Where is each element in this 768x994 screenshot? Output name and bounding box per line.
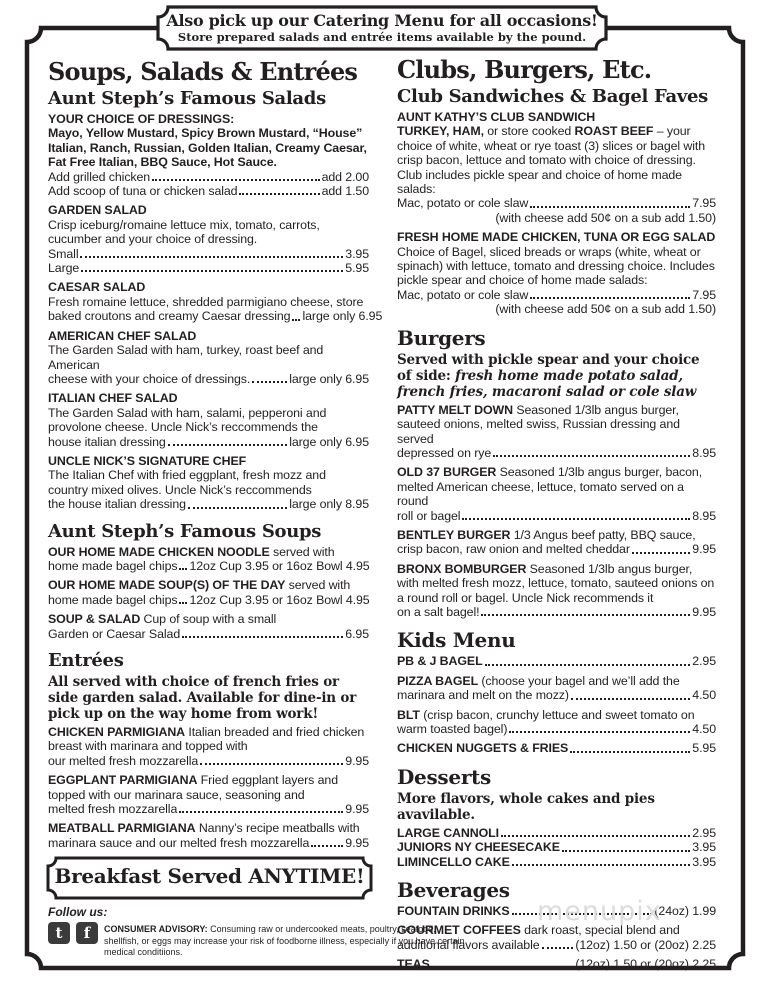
item-desc-bold: TURKEY, HAM, — [397, 124, 484, 139]
catering-banner-title: Also pick up our Catering Menu for all occasions! — [166, 11, 598, 30]
subheading-club-sandwiches: Club Sandwiches & Bagel Faves — [397, 86, 709, 107]
item-desc: (crisp bacon, crunchy lettuce and sweet tomato on — [423, 707, 695, 722]
price-row — [397, 196, 716, 210]
social-icons — [48, 922, 98, 944]
dot-leader — [530, 206, 690, 208]
dot-leader — [311, 845, 343, 847]
heading-soups-salads-entrees: Soups, Salads & Entrées — [48, 57, 358, 86]
item-price: (24oz) 1.99 — [654, 904, 716, 919]
desc-tail: house italian dressing — [48, 434, 166, 449]
price-row — [397, 542, 716, 556]
subheading-desserts: Desserts — [397, 764, 491, 789]
desc-tail: crisp bacon, raw onion and melted cheddar — [397, 542, 630, 557]
menu-item-aunt-kathys-club — [397, 110, 716, 225]
menu-item-juniors-ny-cheesecake — [397, 840, 716, 854]
menu-item-bronx-bomburger — [397, 562, 716, 620]
addon-label: Add grilled chicken — [48, 169, 151, 184]
desc-tail: Mac, potato or cole slaw — [397, 196, 529, 211]
item-name: BENTLEY BURGER — [397, 527, 511, 542]
addon-label: Add scoop of tuna or chicken salad — [48, 184, 238, 199]
item-desc: Seasoned 1/3lb angus burger, with melted fresh mozz, lettuce, tomato, sauteed onions on a round roll or bagel. Uncle Nick recommends it — [397, 561, 715, 605]
item-price: 6.95 — [345, 626, 369, 641]
dot-leader — [188, 507, 287, 509]
price-row — [48, 802, 369, 816]
desc-tail: home made bagel chips — [48, 592, 178, 607]
item-name: CAESAR SALAD — [48, 280, 146, 295]
item-name: MEATBALL PARMIGIANA — [48, 821, 196, 836]
desc-tail: depressed on rye — [397, 445, 492, 460]
dot-leader — [570, 751, 690, 753]
subheading-entrees: Entrées — [48, 650, 124, 671]
menu-item-limincello-cake — [397, 855, 716, 869]
left-column — [48, 57, 383, 850]
menu-item-eggplant-parmigiana — [48, 773, 369, 816]
item-price: 4.50 — [692, 722, 716, 736]
item-price: 12oz Cup 3.95 or 16oz Bowl 4.95 — [189, 592, 370, 607]
item-price: 5.95 — [345, 261, 369, 276]
subheading-burgers: Burgers — [397, 325, 486, 350]
item-name: TEAS — [397, 957, 430, 972]
item-desc: served with — [272, 544, 335, 559]
desc-tail: roll or bagel — [397, 508, 461, 523]
menu-item-fresh-chicken-tuna-egg-salad — [397, 230, 716, 316]
dot-leader — [530, 297, 690, 299]
item-desc: The Garden Salad with ham, salami, pepperoni and provolone cheese. Uncle Nick’s reccommends the — [48, 405, 327, 435]
item-name: UNCLE NICK’S SIGNATURE CHEF — [48, 453, 247, 468]
dot-leader — [571, 698, 690, 700]
item-price: 2.95 — [692, 825, 716, 840]
item-name: BLT — [397, 707, 420, 722]
desc-tail: melted fresh mozzarella — [48, 802, 178, 817]
price-row — [48, 247, 369, 261]
burgers-intro — [397, 352, 716, 400]
dot-leader — [200, 763, 343, 765]
dot-leader — [501, 835, 690, 837]
desc-tail: additional flavors available — [397, 937, 540, 952]
menu-item-soup-of-the-day — [48, 578, 369, 607]
menu-item-chicken-noodle-soup — [48, 545, 369, 574]
menu-item-bentley-burger — [397, 528, 716, 557]
price-row — [48, 754, 369, 768]
price-row — [48, 836, 369, 850]
menu-item-american-chef-salad — [48, 329, 369, 387]
item-desc: Cup of soup with a small — [143, 612, 277, 627]
item-price: 3.95 — [692, 854, 716, 869]
item-desc: served with — [288, 578, 351, 593]
item-price: (12oz) 1.50 or (20oz) 2.25 — [575, 937, 716, 952]
item-name: OUR HOME MADE CHICKEN NOODLE — [48, 544, 270, 559]
item-price: 9.95 — [345, 753, 369, 768]
item-name: GOURMET COFFEES — [397, 923, 521, 938]
price-row — [48, 627, 369, 641]
item-name: AMERICAN CHEF SALAD — [48, 328, 197, 343]
follow-us-label: Follow us: — [48, 905, 108, 919]
item-name: ITALIAN CHEF SALAD — [48, 391, 178, 406]
menu-item-meatball-parmigiana — [48, 821, 369, 850]
item-desc: Fresh romaine lettuce, shredded parmigiano cheese, store — [48, 294, 364, 309]
dot-leader — [542, 947, 574, 949]
item-price: large only 6.95 — [289, 371, 369, 386]
item-name: CHICKEN NUGGETS & FRIES — [397, 741, 569, 756]
menu-item-large-cannoli — [397, 826, 716, 840]
item-name: CHICKEN PARMIGIANA — [48, 725, 186, 739]
breakfast-banner-text: Breakfast Served ANYTIME! — [54, 864, 365, 888]
item-desc: – your choice of white, wheat or rye toast (3) slices or bagel with crisp bacon, lettuce and tomato with choice of dressing. Club includes pickle spear and choice of home made salads: — [397, 124, 706, 197]
price-row — [48, 559, 369, 573]
consumer-advisory — [104, 924, 472, 959]
menu-item-pizza-bagel — [397, 674, 716, 703]
item-desc: 1/3 Angus beef patty, BBQ sauce, — [513, 527, 696, 542]
item-name: LARGE CANNOLI — [397, 825, 499, 840]
item-price: 12oz Cup 3.95 or 16oz Bowl 4.95 — [189, 558, 370, 573]
addon-row-grilled-chicken — [48, 170, 369, 184]
catering-banner — [158, 11, 606, 45]
item-price: (12oz) 1.50 or (20oz) 2.25 — [575, 957, 716, 972]
dot-leader — [179, 811, 343, 813]
addon-price: add 1.50 — [321, 184, 369, 199]
item-desc: Italian breaded and fried chicken breast with marinara and topped with — [48, 725, 365, 754]
item-desc: (choose your bagel and we’ll add the — [481, 673, 680, 688]
subheading-kids-menu: Kids Menu — [397, 628, 516, 653]
item-name: BRONX BOMBURGER — [397, 561, 527, 576]
item-name: FOUNTAIN DRINKS — [397, 904, 510, 919]
item-name: PB & J BAGEL — [397, 654, 483, 669]
item-desc: dark roast, special blend and — [524, 923, 680, 938]
item-name: PIZZA BAGEL — [397, 673, 479, 688]
dot-leader — [485, 664, 691, 666]
dot-leader — [152, 179, 319, 181]
item-desc: Nanny’s recipe meatballs with — [198, 821, 360, 836]
item-price: 9.95 — [345, 802, 369, 817]
dot-leader — [493, 455, 690, 457]
dot-leader — [509, 731, 690, 733]
subheading-famous-salads: Aunt Steph’s Famous Salads — [48, 88, 326, 109]
cheese-note: (with cheese add 50¢ on a sub add 1.50) — [495, 302, 716, 317]
dot-leader — [632, 552, 690, 554]
item-price: large only 6.95 — [302, 309, 383, 324]
item-price: 7.95 — [692, 287, 716, 302]
dressings-label: YOUR CHOICE OF DRESSINGS: — [48, 112, 235, 126]
item-name: JUNIORS NY CHEESECAKE — [397, 840, 560, 855]
item-name: SOUP & SALAD — [48, 612, 141, 627]
facebook-icon: f — [76, 922, 98, 944]
price-row — [48, 261, 369, 275]
item-desc: Fried eggplant layers and topped with our marinara sauce, seasoning and — [48, 773, 338, 802]
dot-leader — [81, 270, 343, 272]
menu-item-teas — [397, 957, 716, 971]
item-price: 2.95 — [692, 654, 716, 669]
consumer-advisory-label: CONSUMER ADVISORY: — [104, 924, 208, 934]
dot-leader — [562, 850, 690, 852]
item-price: 7.95 — [692, 196, 716, 211]
price-row — [397, 288, 716, 302]
desc-tail: home made bagel chips — [48, 558, 178, 573]
menu-item-soup-and-salad — [48, 612, 369, 641]
desc-tail: our melted fresh mozzarella — [48, 753, 199, 768]
item-price: 9.95 — [692, 542, 716, 557]
dot-leader — [462, 518, 690, 520]
price-row — [48, 372, 369, 386]
dot-leader — [252, 381, 287, 383]
item-name: FRESH HOME MADE CHICKEN, TUNA OR EGG SALAD — [397, 230, 716, 245]
item-name: EGGPLANT PARMIGIANA — [48, 773, 198, 788]
desserts-intro: More flavors, whole cakes and pies avavilable. — [397, 790, 655, 823]
price-row — [397, 688, 716, 702]
item-name: AUNT KATHY’S CLUB SANDWICH — [397, 110, 596, 124]
addon-price: add 2.00 — [321, 169, 369, 184]
price-row — [48, 309, 383, 324]
dot-leader — [481, 614, 690, 616]
menu-item-garden-salad — [48, 203, 369, 275]
desc-tail: marinara sauce and our melted fresh mozzarella — [48, 835, 310, 850]
menu-item-uncle-nicks-signature-chef — [48, 454, 369, 512]
item-price: 9.95 — [345, 835, 369, 850]
item-price: 4.50 — [692, 688, 716, 703]
desc-tail: cheese with your choice of dressings. — [48, 371, 251, 386]
entrees-intro: All served with choice of french fries or side garden salad. Available for dine-in or pick up on the way home from work! — [48, 674, 357, 722]
heading-clubs-burgers-etc: Clubs, Burgers, Etc. — [397, 55, 652, 84]
size-label: Large — [48, 261, 80, 276]
menupix-watermark: menupix — [537, 896, 662, 927]
catering-banner-subtitle: Store prepared salads and entrée items available by the pound. — [177, 30, 587, 44]
desc-tail: on a salt bagel! — [397, 604, 480, 619]
menu-item-italian-chef-salad — [48, 391, 369, 449]
twitter-icon: t — [48, 922, 70, 944]
item-desc-bold: ROAST BEEF — [574, 124, 654, 139]
item-desc: Crisp iceburg/romaine lettuce mix, tomato, carrots, cucumber and your choice of dressing. — [48, 217, 320, 247]
dot-leader — [80, 256, 343, 258]
dot-leader — [182, 636, 343, 638]
menu-item-blt — [397, 708, 716, 737]
desc-tail: Garden or Caesar Salad — [48, 626, 181, 641]
subheading-beverages: Beverages — [397, 878, 510, 903]
item-price: large only 8.95 — [289, 497, 369, 512]
item-price: 5.95 — [692, 741, 716, 756]
price-row — [48, 593, 369, 607]
dot-leader — [292, 319, 300, 321]
item-desc: Seasoned 1/3lb angus burger, bacon, melted American cheese, lettuce, tomato served on a round — [397, 465, 703, 509]
desc-tail: baked croutons and creamy Caesar dressing — [48, 309, 291, 324]
item-desc: or store cooked — [483, 124, 575, 139]
dot-leader — [168, 444, 288, 446]
price-row — [48, 497, 369, 511]
dot-leader — [179, 602, 187, 604]
price-row — [397, 509, 716, 523]
item-price: 3.95 — [345, 246, 369, 261]
item-desc: Choice of Bagel, sliced breads or wraps (white, wheat or spinach) with lettuce, tomato and dressing choice. Includes pickle spear and choice of home made salads: — [397, 244, 715, 288]
consumer-advisory-text: Consuming raw or undercooked meats, poultry, seafood, shellfish, or eggs may increase your risk of foodborne illness, especially if you have certain medical conditiions. — [104, 924, 465, 957]
menu-item-caesar-salad — [48, 280, 383, 324]
menu-item-patty-melt-down — [397, 403, 716, 461]
item-name: OUR HOME MADE SOUP(S) OF THE DAY — [48, 578, 286, 593]
item-name: PATTY MELT DOWN — [397, 402, 513, 417]
item-price: 9.95 — [692, 604, 716, 619]
cheese-note: (with cheese add 50¢ on a sub add 1.50) — [495, 210, 716, 225]
desc-tail: the house italian dressing — [48, 497, 186, 512]
dot-leader — [432, 967, 574, 969]
menu-item-old-37-burger — [397, 465, 716, 523]
item-price: 8.95 — [692, 445, 716, 460]
item-name: GARDEN SALAD — [48, 203, 147, 218]
item-name: OLD 37 BURGER — [397, 465, 497, 480]
price-row — [397, 605, 716, 619]
dressings-list: Mayo, Yellow Mustard, Spicy Brown Mustard, “House” Italian, Ranch, Russian, Golden Italian, Creamy Caesar, Fat Free Italian, BBQ Sauce, Hot Sauce. — [48, 126, 367, 170]
dot-leader — [239, 193, 319, 195]
dot-leader — [512, 864, 691, 866]
price-row — [48, 435, 369, 449]
item-price: large only 6.95 — [289, 434, 369, 449]
menu-item-chicken-nuggets-fries — [397, 741, 716, 755]
item-name: LIMINCELLO CAKE — [397, 854, 510, 869]
addon-row-tuna-chicken-salad — [48, 184, 369, 198]
menu-item-chicken-parmigiana — [48, 725, 369, 768]
size-label: Small — [48, 246, 79, 261]
price-row — [397, 446, 716, 460]
menu-item-pb-and-j-bagel — [397, 654, 716, 668]
item-desc: The Garden Salad with ham, turkey, roast beef and American — [48, 343, 324, 372]
item-desc: Seasoned 1/3lb angus burger, sauteed onions, melted swiss, Russian dressing and served — [397, 402, 680, 446]
burgers-intro-italic: fresh home made potato salad, french fries, macaroni salad or cole slaw — [397, 367, 697, 400]
burgers-intro-bold: Served with pickle spear and your choice of side: — [397, 351, 700, 384]
right-column — [397, 56, 716, 972]
item-price: 3.95 — [692, 840, 716, 855]
desc-tail: marinara and melt on the mozz) — [397, 688, 569, 703]
desc-tail: Mac, potato or cole slaw — [397, 287, 529, 302]
desc-tail: warm toasted bagel) — [397, 722, 508, 736]
item-desc: The Italian Chef with fried eggplant, fresh mozz and country mixed olives. Uncle Nick’s reccommends — [48, 468, 326, 497]
subheading-famous-soups: Aunt Steph’s Famous Soups — [48, 520, 322, 542]
price-row — [397, 722, 716, 736]
item-price: 8.95 — [692, 508, 716, 523]
dot-leader — [179, 568, 187, 570]
